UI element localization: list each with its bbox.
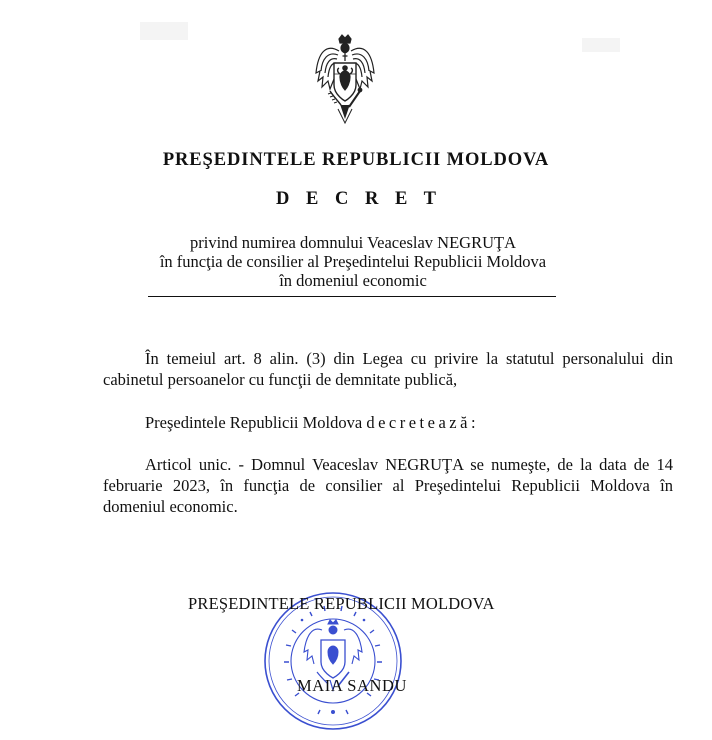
signature-name: MAIA SANDU <box>297 676 408 695</box>
subject-line: privind numirea domnului Veaceslav NEGRUŢA <box>190 233 516 252</box>
coat-of-arms-icon <box>314 33 376 125</box>
subject-line: în funcţia de consilier al Preşedintelui Republicii Moldova <box>159 252 547 271</box>
formula-prefix: Preşedintele Republicii Moldova <box>145 413 367 432</box>
issuer-heading: PREŞEDINTELE REPUBLICII MOLDOVA <box>162 150 550 170</box>
signature-title: PREŞEDINTELE REPUBLICII MOLDOVA <box>188 594 495 613</box>
document-title: D E C R E T <box>276 189 442 209</box>
formula-verb: decretează <box>366 413 471 432</box>
title-underline <box>148 296 556 297</box>
scan-mark <box>582 38 620 52</box>
formula-suffix: : <box>470 413 476 432</box>
article-paragraph: Articol unic. - Domnul Veaceslav NEGRUŢA se numeşte, de la data de 14 februarie 2023, în funcţia de consilier al Preşedintelui Republicii Moldova în domeniul economic. <box>103 455 673 516</box>
legal-basis-paragraph: În temeiul art. 8 alin. (3) din Legea cu privire la statutul personalului din cabinetul persoanelor cu funcţii de demnitate publică, <box>103 349 673 389</box>
scan-mark <box>140 22 188 40</box>
decree-formula-paragraph <box>103 412 673 433</box>
subject-block <box>0 233 709 290</box>
subject-line: în domeniul economic <box>279 271 427 290</box>
